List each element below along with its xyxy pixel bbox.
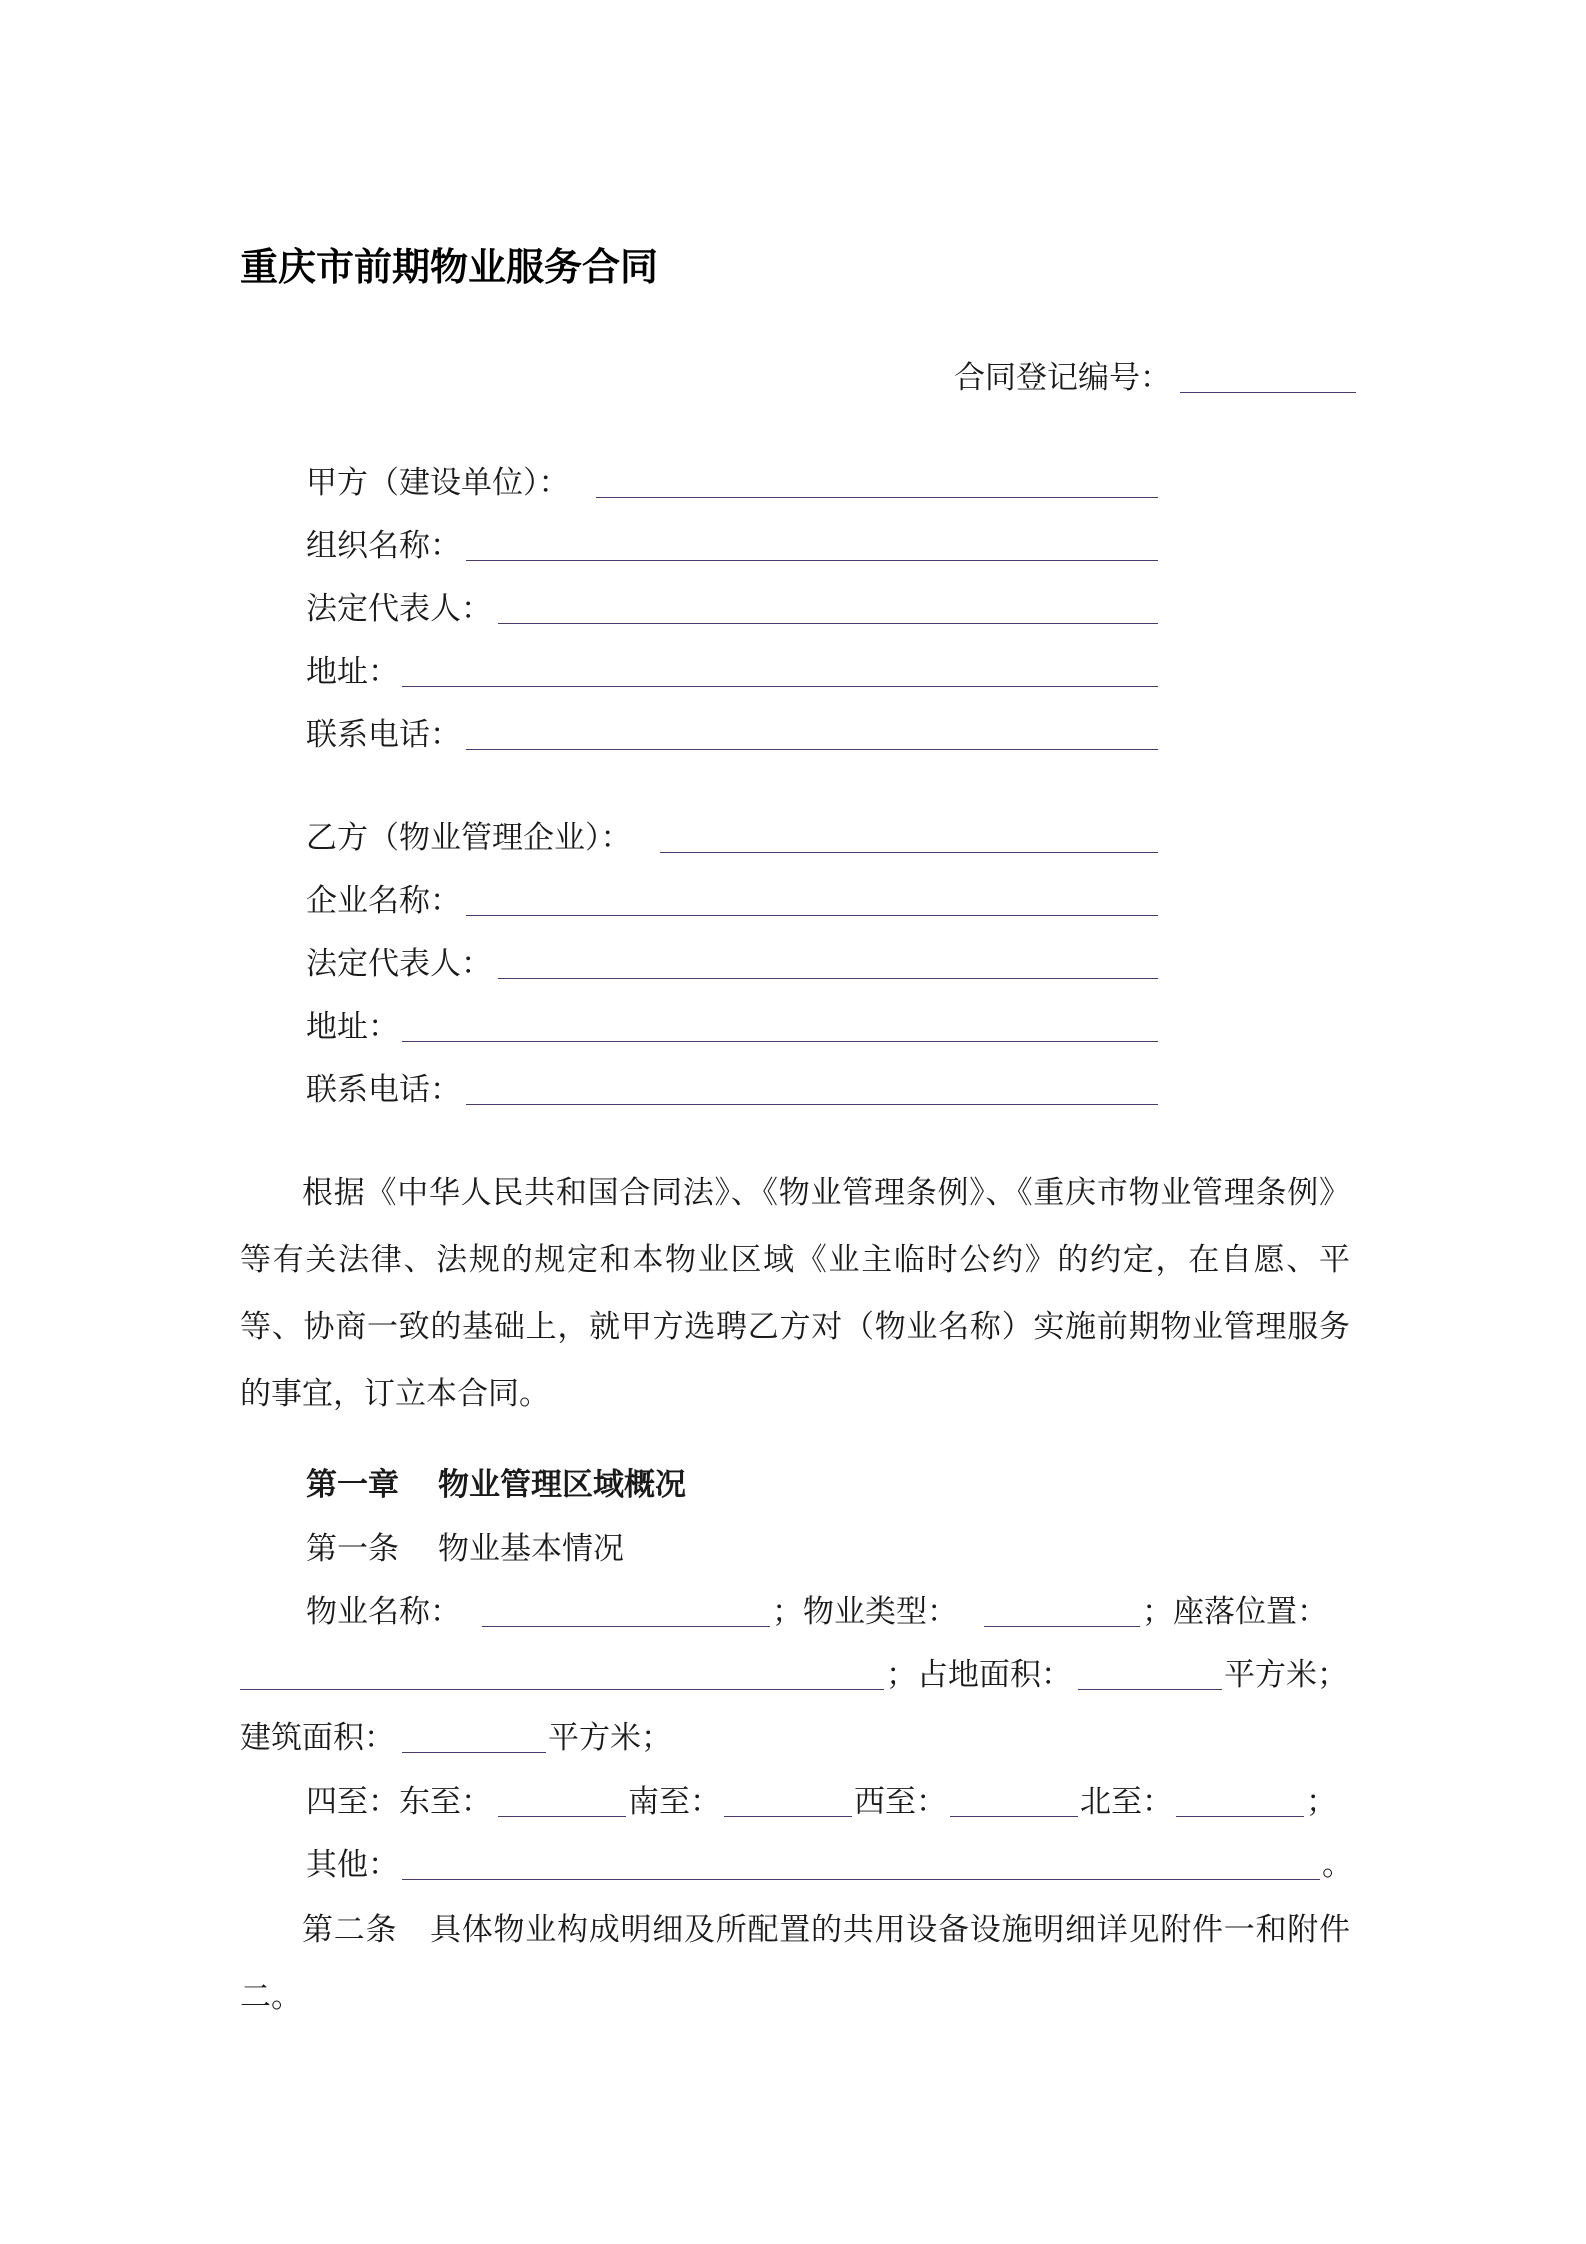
chapter-1-number: 第一章 [306, 1467, 399, 1503]
party-b-address-blank[interactable] [402, 1041, 1158, 1042]
land-area-label: ；占地面积： [886, 1657, 1072, 1693]
party-b-address-label: 地址： [306, 1009, 399, 1045]
party-a-legal-rep-blank[interactable] [498, 623, 1158, 624]
party-a-phone-label: 联系电话： [306, 717, 461, 753]
party-b-legal-rep-blank[interactable] [498, 978, 1158, 979]
registration-label: 合同登记编号： [954, 360, 1171, 396]
party-a-org-name-blank[interactable] [466, 560, 1158, 561]
boundary-west-blank[interactable] [950, 1816, 1078, 1817]
land-area-unit: 平方米； [1224, 1657, 1348, 1693]
article-1-title: 物业基本情况 [438, 1531, 624, 1567]
boundaries-end: ； [1306, 1784, 1337, 1820]
party-b-heading: 乙方（物业管理企业）： [306, 820, 632, 856]
party-a-heading: 甲方（建设单位）： [306, 465, 570, 501]
party-a-blank[interactable] [596, 497, 1158, 498]
party-a-address-label: 地址： [306, 654, 399, 690]
location-label: ；座落位置： [1142, 1594, 1328, 1630]
article-2-text: 具体物业构成明细及所配置的共用设备设施明细详见附件一和附件二。 [240, 1912, 1350, 2015]
preamble-text: 根据《中华人民共和国合同法》、《物业管理条例》、《重庆市物业管理条例》等有关法律、法规的规定和本物业区域《业主临时公约》的约定，在自愿、平等、协商一致的基础上，就甲方选聘乙方对（物业名称）实施前期物业管理服务的事宜，订立本合同。 [240, 1175, 1350, 1412]
article-2-paragraph [240, 1897, 1350, 2031]
property-name-label: 物业名称： [306, 1594, 461, 1630]
land-area-blank[interactable] [1078, 1689, 1222, 1690]
boundaries-north-label: 北至： [1080, 1784, 1173, 1820]
boundaries-east-label: 四至：东至： [306, 1784, 492, 1820]
article-1-number: 第一条 [306, 1531, 399, 1567]
boundary-south-blank[interactable] [724, 1816, 852, 1817]
boundary-north-blank[interactable] [1176, 1816, 1304, 1817]
article-2-number: 第二条 [302, 1912, 398, 1948]
party-a-address-blank[interactable] [402, 686, 1158, 687]
building-area-unit: 平方米； [548, 1720, 672, 1756]
boundary-east-blank[interactable] [498, 1816, 626, 1817]
party-b-phone-blank[interactable] [466, 1104, 1158, 1105]
party-b-company-name-label: 企业名称： [306, 883, 461, 919]
property-name-blank[interactable] [482, 1626, 770, 1627]
party-b-phone-label: 联系电话： [306, 1072, 461, 1108]
registration-blank[interactable] [1180, 392, 1356, 393]
party-a-org-name-label: 组织名称： [306, 528, 461, 564]
building-area-label: 建筑面积： [240, 1720, 395, 1756]
building-area-blank[interactable] [402, 1752, 546, 1753]
property-type-blank[interactable] [984, 1626, 1140, 1627]
location-blank[interactable] [240, 1689, 884, 1690]
party-a-legal-rep-label: 法定代表人： [306, 591, 492, 627]
preamble-paragraph [240, 1160, 1350, 1428]
other-end: 。 [1322, 1847, 1353, 1883]
boundaries-south-label: 南至： [628, 1784, 721, 1820]
party-b-blank[interactable] [660, 852, 1158, 853]
party-b-legal-rep-label: 法定代表人： [306, 946, 492, 982]
other-label: 其他： [306, 1847, 399, 1883]
party-a-phone-blank[interactable] [466, 749, 1158, 750]
party-b-company-name-blank[interactable] [466, 915, 1158, 916]
property-type-label: ；物业类型： [772, 1594, 958, 1630]
chapter-1-title: 物业管理区域概况 [438, 1467, 686, 1503]
boundaries-west-label: 西至： [854, 1784, 947, 1820]
other-blank[interactable] [402, 1879, 1320, 1880]
document-title: 重庆市前期物业服务合同 [240, 245, 659, 289]
